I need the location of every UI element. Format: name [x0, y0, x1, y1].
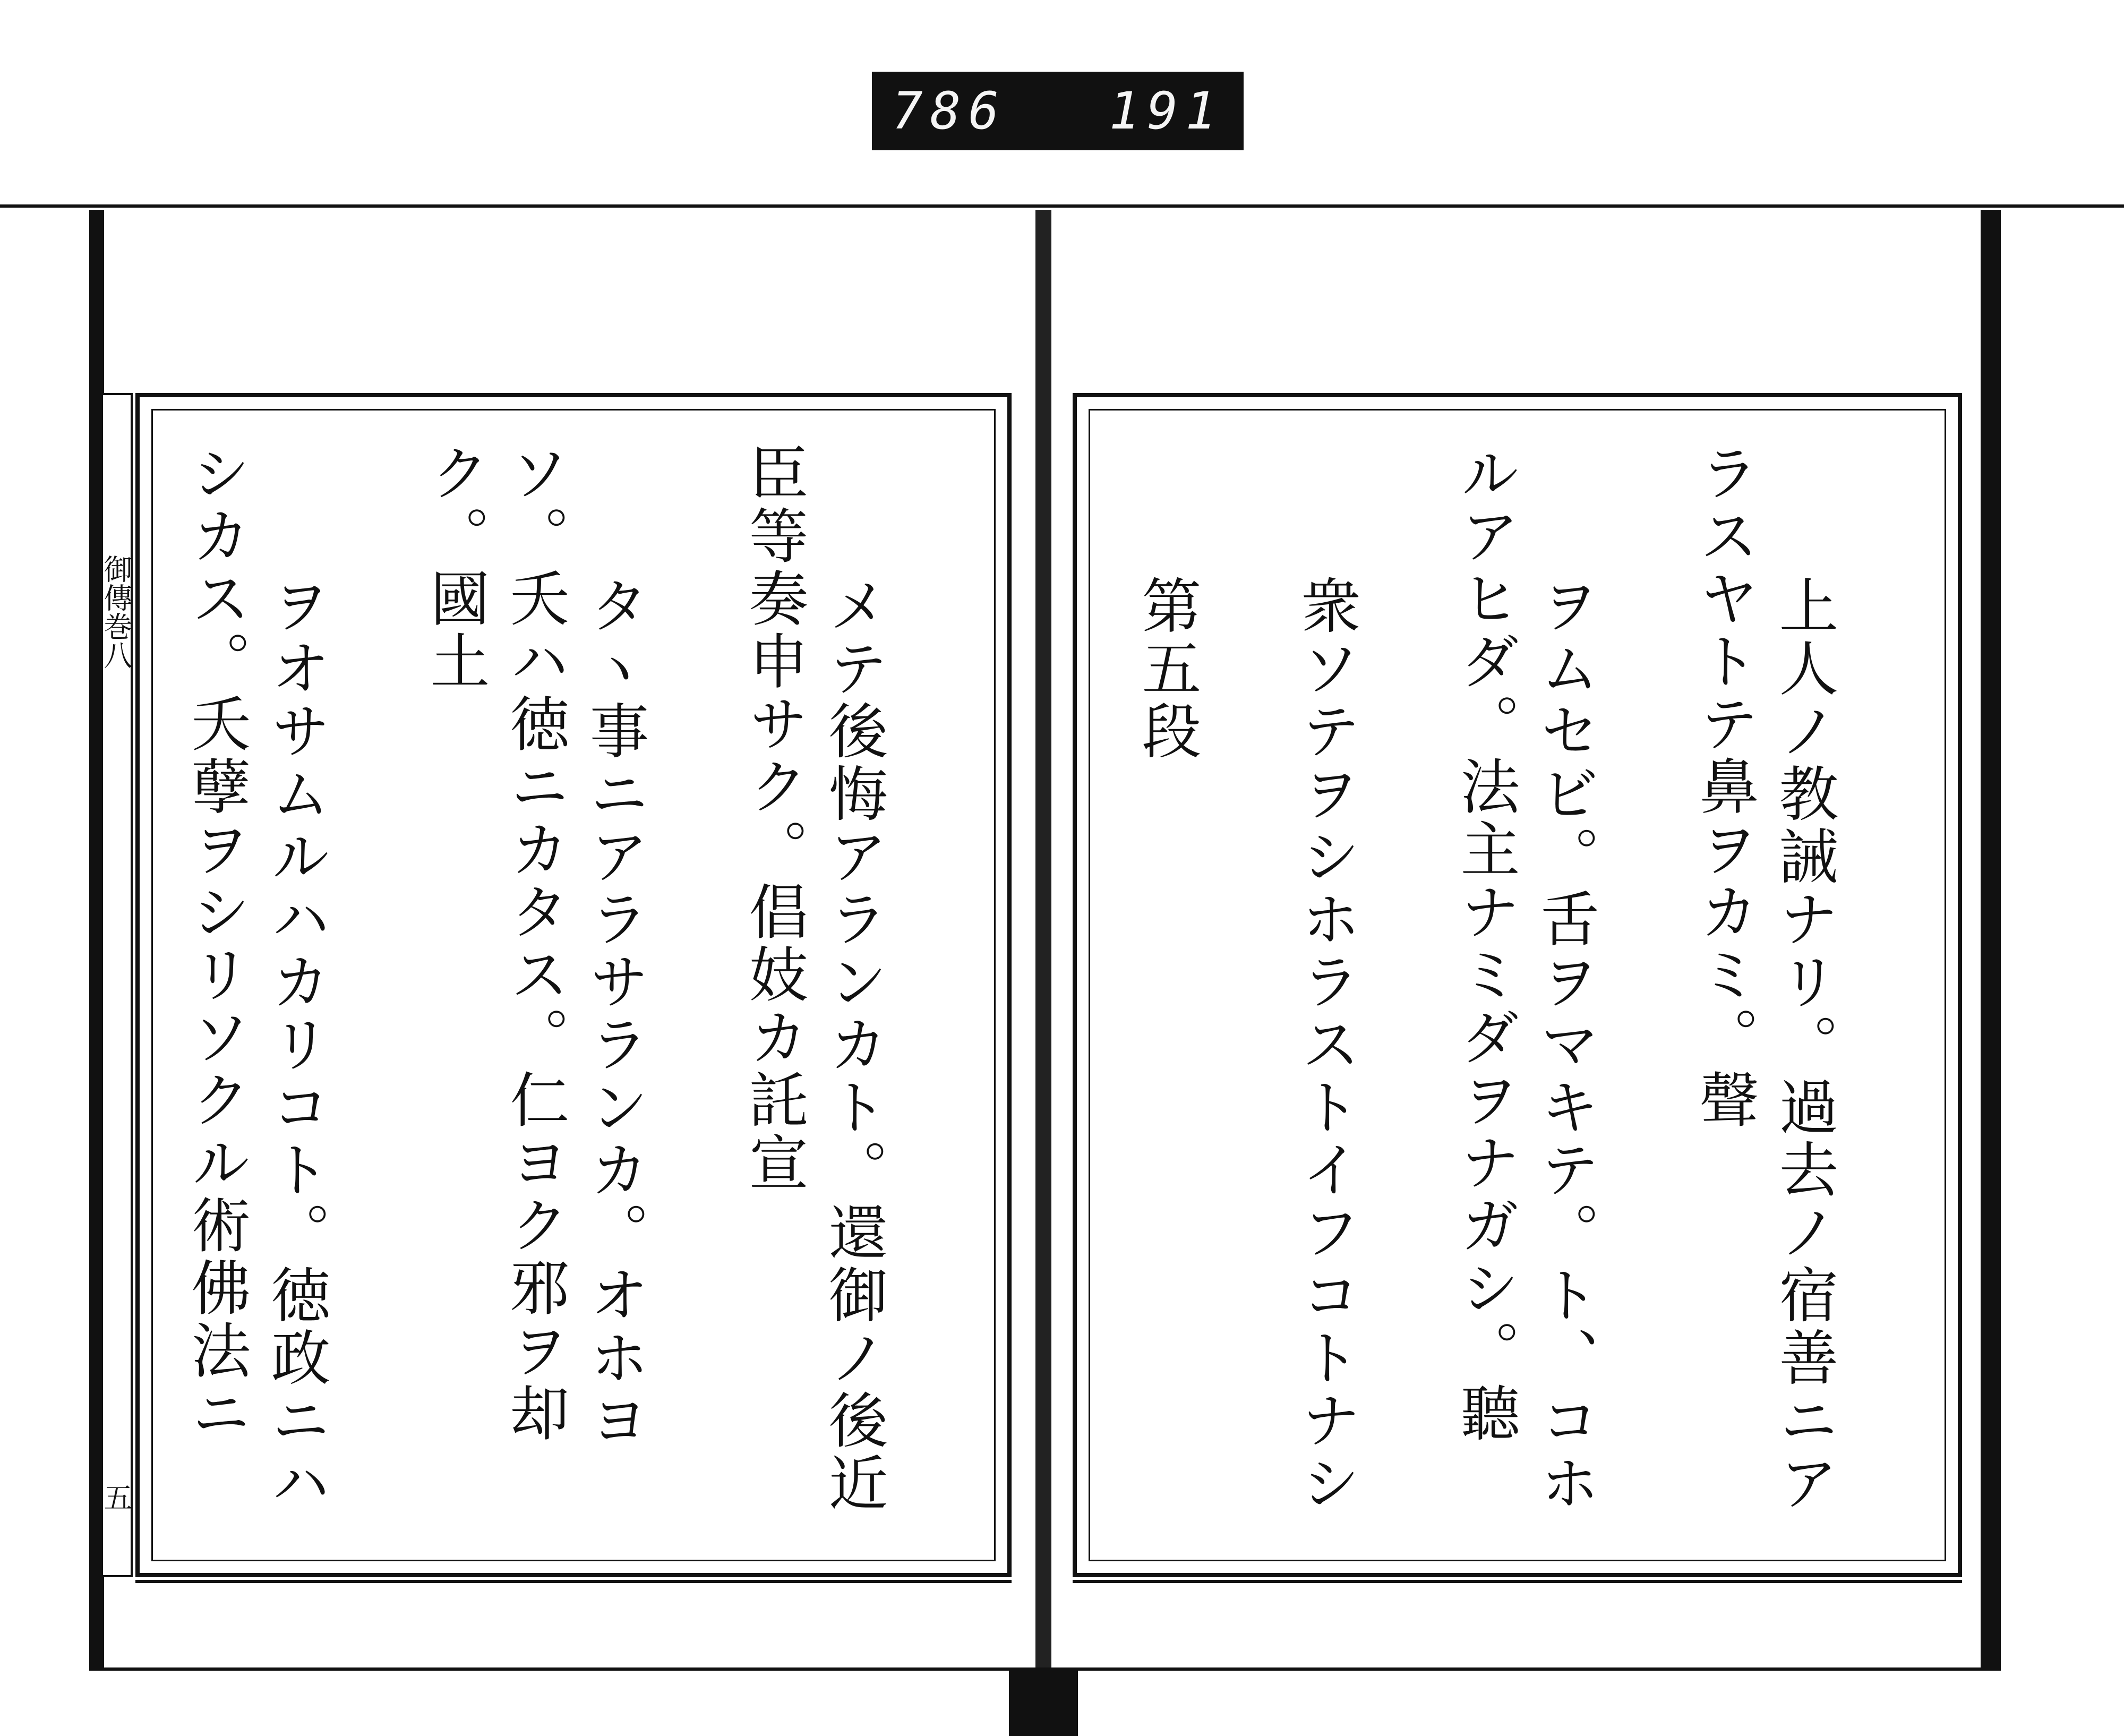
- left-page-frame: [151, 409, 996, 1561]
- right-page-frame: [1089, 409, 1946, 1561]
- scan-top-rule: [0, 204, 2124, 208]
- right-page-footer-rule: [1073, 1580, 1962, 1583]
- margin-book-title: 御傳巻八: [99, 554, 133, 669]
- book-gutter: [1035, 210, 1051, 1670]
- archive-label: [872, 72, 1244, 150]
- scanner-stand: [1009, 1667, 1078, 1736]
- right-line: 上人ノ教誡ナリ。過去ノ宿善ニアラスヤトテ鼻ヲカミ。聲: [1690, 442, 1838, 1515]
- archive-label-left: 786: [892, 81, 1007, 141]
- right-line: ヲムセビ。舌ヲマキテ。ト、コホルアヒダ。法主ナミダヲナガシ。聽: [1451, 442, 1599, 1515]
- left-line: メテ後悔アランカト。還御ノ後近臣等奏申サク。倡妓カ託宣: [739, 442, 888, 1515]
- left-line: タヽ事ニアラサランカ。オホヨソ。夭ハ徳ニカタス。仁ヨク邪ヲ却ク。國土: [421, 442, 649, 1452]
- right-page: [1073, 393, 1962, 1577]
- right-line: 衆ソテヲシホラストイフコトナシ: [1291, 575, 1360, 1515]
- right-page-text: [1111, 442, 1923, 1538]
- section-heading: 第五段: [1132, 575, 1201, 763]
- margin-page-number: 五: [99, 1483, 133, 1511]
- left-page: [135, 393, 1012, 1577]
- left-margin-strip: [101, 393, 133, 1577]
- archive-label-right: 191: [1109, 81, 1223, 141]
- book-right-edge: [1981, 210, 2001, 1670]
- left-page-footer-rule: [135, 1580, 1012, 1583]
- left-page-text: [174, 442, 973, 1538]
- left-line: ヲオサムルハカリコト。徳政ニハシカス。夭孽ヲシリソクル術佛法ニ: [182, 442, 330, 1515]
